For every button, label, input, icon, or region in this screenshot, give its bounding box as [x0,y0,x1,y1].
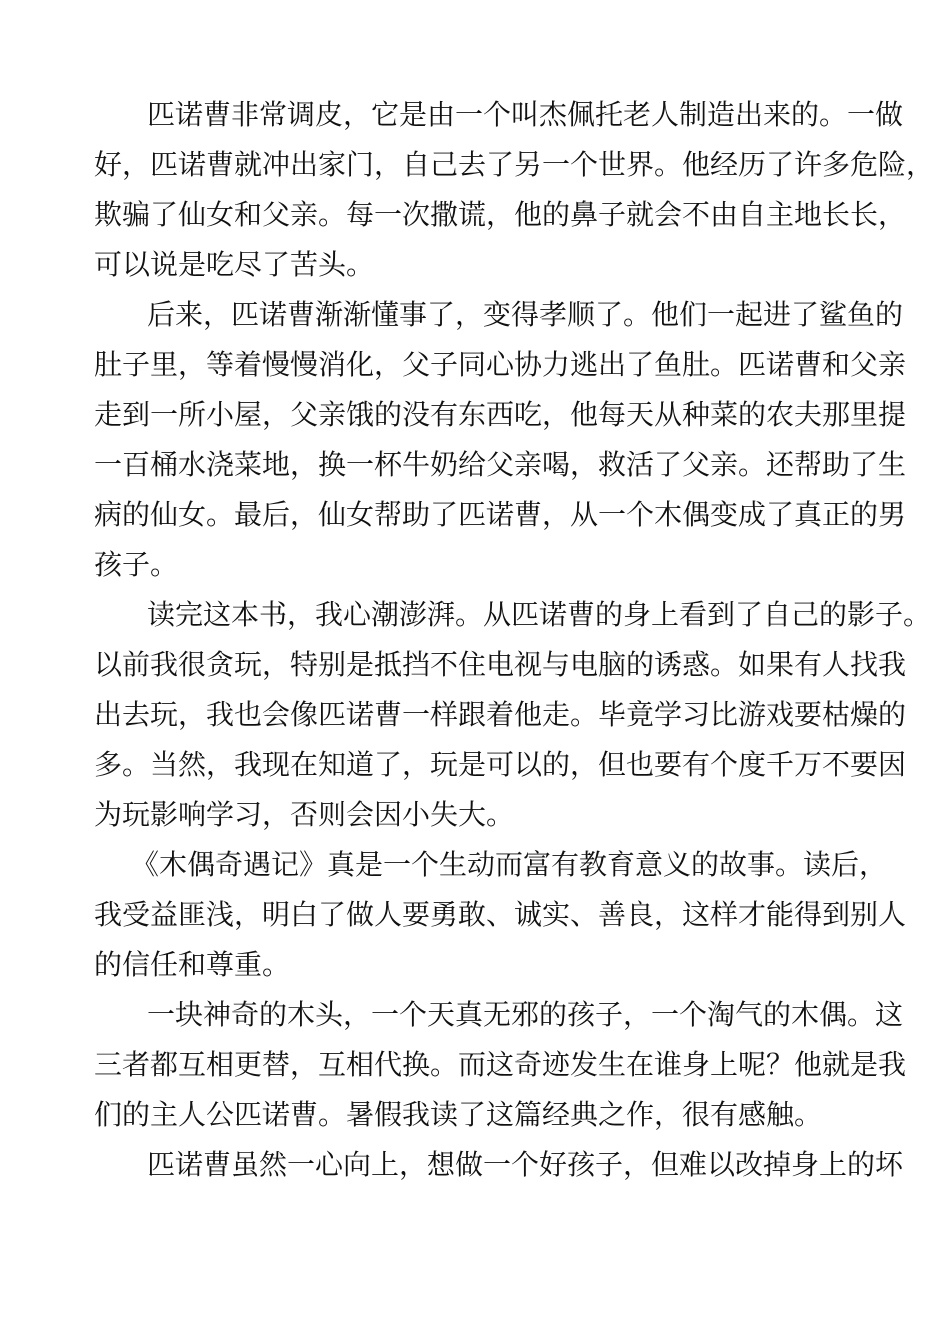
text-line: 为玩影响学习，否则会因小失大。 [94,798,515,831]
text-line: 一百桶水浇菜地，换一杯牛奶给父亲喝，救活了父亲。还帮助了生 [94,448,907,481]
text-line: 欺骗了仙女和父亲。每一次撒谎，他的鼻子就会不由自主地长长， [94,198,907,231]
text-line: 肚子里，等着慢慢消化，父子同心协力逃出了鱼肚。匹诺曹和父亲 [94,348,907,381]
text-line: 孩子。 [94,548,179,581]
text-line: 三者都互相更替，互相代换。而这奇迹发生在谁身上呢？他就是我 [94,1048,907,1081]
text-line: 读完这本书，我心潮澎湃。从匹诺曹的身上看到了自己的影子。 [147,598,932,631]
text-line: 的信任和尊重。 [94,948,291,981]
text-line: 病的仙女。最后，仙女帮助了匹诺曹，从一个木偶变成了真正的男 [94,498,907,531]
text-line: 可以说是吃尽了苦头。 [94,248,375,281]
text-line: 后来，匹诺曹渐渐懂事了，变得孝顺了。他们一起进了鲨鱼的 [147,298,904,331]
text-line: 我受益匪浅，明白了做人要勇敢、诚实、善良，这样才能得到别人 [94,898,907,931]
text-line: 多。当然，我现在知道了，玩是可以的，但也要有个度千万不要因 [94,748,907,781]
text-line: 走到一所小屋，父亲饿的没有东西吃，他每天从种菜的农夫那里提 [94,398,907,431]
text-line: 一块神奇的木头，一个天真无邪的孩子，一个淘气的木偶。这 [147,998,904,1031]
text-line: 们的主人公匹诺曹。暑假我读了这篇经典之作，很有感触。 [94,1098,823,1131]
text-line: 匹诺曹非常调皮，它是由一个叫杰佩托老人制造出来的。一做 [147,98,904,131]
text-line: 《木偶奇遇记》真是一个生动而富有教育意义的故事。读后， [131,848,888,881]
text-line: 匹诺曹虽然一心向上，想做一个好孩子，但难以改掉身上的坏 [147,1148,904,1181]
text-line: 出去玩，我也会像匹诺曹一样跟着他走。毕竟学习比游戏要枯燥的 [94,698,907,731]
text-line: 好，匹诺曹就冲出家门，自己去了另一个世界。他经历了许多危险， [94,148,935,181]
text-line: 以前我很贪玩，特别是抵挡不住电视与电脑的诱惑。如果有人找我 [94,648,907,681]
